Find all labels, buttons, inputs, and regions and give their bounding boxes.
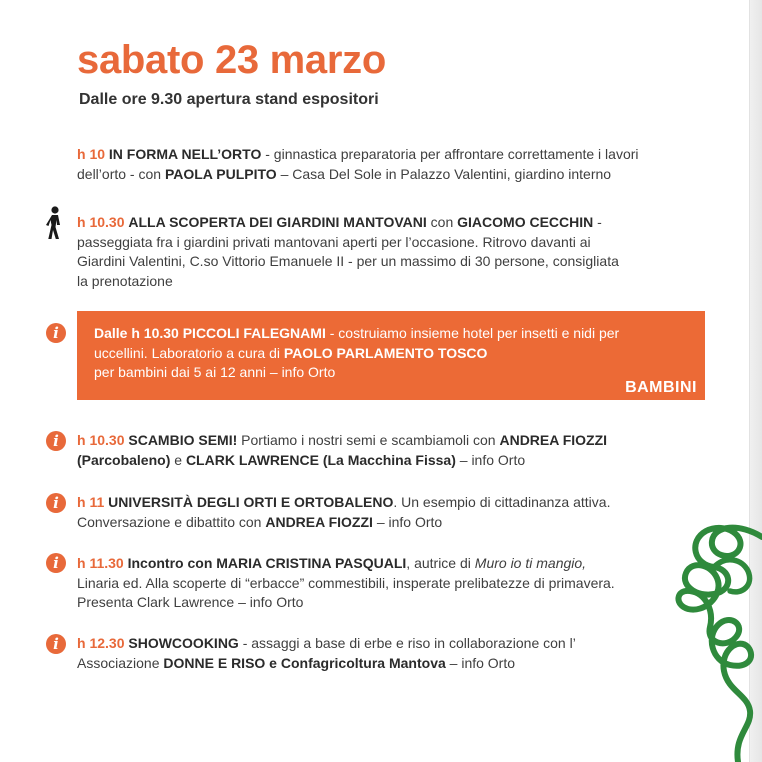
event-text: , autrice di bbox=[406, 555, 475, 571]
event-line: per bambini dai 5 ai 12 anni – info Orto bbox=[94, 364, 336, 380]
event-person: GIACOMO CECCHIN bbox=[457, 214, 594, 230]
event-line bbox=[77, 213, 737, 233]
event-line bbox=[77, 431, 737, 451]
event-person: ANDREA FIOZZI bbox=[265, 513, 373, 530]
event-person: ANDREA FIOZZI bbox=[499, 432, 608, 448]
event-line: Linaria ed. Alla scoperte di “erbacce” commestibili, insperate prelibatezze di primavera. bbox=[77, 574, 615, 591]
event-line bbox=[77, 165, 737, 185]
event-line bbox=[77, 451, 737, 471]
walking-person-icon bbox=[44, 206, 66, 240]
event-time: Dalle h 10.30 bbox=[94, 325, 179, 341]
info-icon: i bbox=[46, 634, 66, 654]
green-vine-decoration bbox=[630, 515, 762, 762]
info-icon: i bbox=[46, 431, 66, 451]
event-title: ALLA SCOPERTA DEI GIARDINI MANTOVANI bbox=[128, 214, 427, 230]
event-time: h 12.30 bbox=[77, 635, 125, 651]
event-in-forma-nell-orto bbox=[77, 145, 737, 184]
info-icon: i bbox=[46, 493, 66, 513]
event-line: Presenta Clark Lawrence – info Orto bbox=[77, 594, 304, 610]
event-text: - costruiamo insieme hotel per insetti e nidi per bbox=[325, 325, 620, 341]
page-subtitle: Dalle ore 9.30 apertura stand espositori bbox=[79, 91, 379, 108]
event-title: Incontro con MARIA CRISTINA PASQUALI bbox=[127, 555, 407, 571]
info-icon: i bbox=[46, 323, 66, 343]
event-line bbox=[94, 324, 689, 344]
event-text: – info Orto bbox=[455, 451, 526, 468]
event-text: – info Orto bbox=[372, 513, 443, 530]
event-line: Giardini Valentini, C.so Vittorio Emanuele II - per un massimo di 30 persone, consigliata bbox=[77, 253, 619, 269]
bambini-tag: BAMBINI bbox=[625, 378, 697, 396]
event-title: UNIVERSITÀ DEGLI ORTI E ORTOBALENO bbox=[108, 494, 394, 510]
event-scambio-semi bbox=[77, 431, 737, 470]
event-text: con bbox=[426, 214, 458, 230]
event-person: CLARK LAWRENCE (La Macchina Fissa) bbox=[185, 451, 456, 468]
event-text: dell’orto - con bbox=[77, 165, 165, 182]
page-title: sabato 23 marzo bbox=[77, 38, 386, 82]
event-text: – info Orto bbox=[445, 654, 516, 671]
event-text: - assaggi a base di erbe e riso in collaborazione con l’ bbox=[238, 635, 576, 651]
event-line bbox=[77, 145, 737, 165]
event-title: SCAMBIO SEMI! bbox=[128, 432, 238, 448]
event-text: Portiamo i nostri semi e scambiamoli con bbox=[237, 432, 500, 448]
event-text: – Casa Del Sole in Palazzo Valentini, giardino interno bbox=[276, 165, 612, 182]
event-text: e bbox=[170, 451, 186, 468]
book-title: Muro io ti mangio, bbox=[474, 555, 587, 571]
event-time: h 11 bbox=[77, 494, 105, 510]
info-icon: i bbox=[46, 553, 66, 573]
event-line bbox=[77, 493, 737, 513]
event-line: passeggiata fra i giardini privati mantovani aperti per l’occasione. Ritrovo davanti ai bbox=[77, 233, 591, 250]
event-title: PICCOLI FALEGNAMI bbox=[182, 325, 326, 341]
event-text: uccellini. Laboratorio a cura di bbox=[94, 344, 284, 361]
event-time: h 10.30 bbox=[77, 432, 125, 448]
event-time: h 10 bbox=[77, 146, 106, 162]
event-title: IN FORMA NELL’ORTO bbox=[108, 146, 262, 162]
kids-workshop-box bbox=[77, 311, 705, 400]
event-person: PAOLA PULPITO bbox=[164, 165, 277, 182]
event-text: . Un esempio di cittadinanza attiva. bbox=[393, 494, 611, 510]
event-title: SHOWCOOKING bbox=[128, 635, 239, 651]
event-text: Conversazione e dibattito con bbox=[77, 513, 266, 530]
event-giardini-mantovani bbox=[77, 213, 737, 291]
event-time: h 11.30 bbox=[77, 555, 124, 571]
event-line: la prenotazione bbox=[77, 272, 173, 289]
event-person: (Parcobaleno) bbox=[77, 451, 171, 468]
event-line bbox=[94, 344, 689, 364]
event-organizer: DONNE E RISO e Confagricoltura Mantova bbox=[163, 654, 446, 671]
event-text: - ginnastica preparatoria per affrontare correttamente i lavori bbox=[261, 146, 639, 162]
event-text: Associazione bbox=[77, 654, 164, 671]
event-text: - bbox=[593, 214, 602, 230]
event-time: h 10.30 bbox=[77, 214, 125, 230]
event-person: PAOLO PARLAMENTO TOSCO bbox=[283, 344, 488, 361]
